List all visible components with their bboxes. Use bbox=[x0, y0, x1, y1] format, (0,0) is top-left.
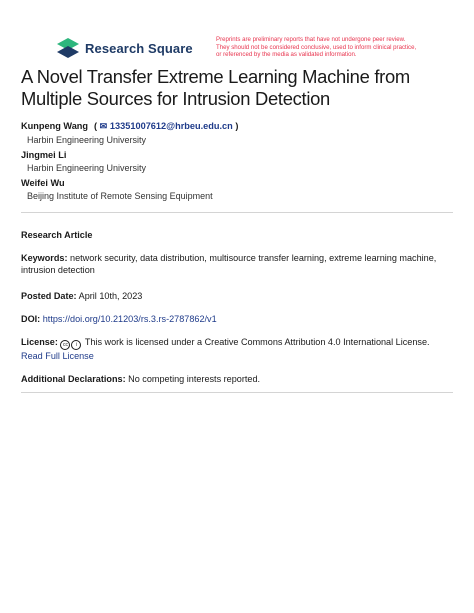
author-entry bbox=[21, 178, 461, 201]
posted-date-label: Posted Date: bbox=[21, 291, 77, 301]
keywords-label: Keywords: bbox=[21, 253, 68, 263]
author-name[interactable]: Kunpeng Wang bbox=[21, 121, 89, 131]
author-name[interactable]: Weifei Wu bbox=[21, 178, 65, 188]
author-entry bbox=[21, 150, 461, 173]
posted-date-section bbox=[21, 290, 451, 302]
posted-date-value: April 10th, 2023 bbox=[78, 291, 143, 301]
author-affiliation: Harbin Engineering University bbox=[27, 163, 147, 173]
author-entry bbox=[21, 121, 461, 145]
paper-title: A Novel Transfer Extreme Learning Machine from Multiple Sources for Intrusion Detection bbox=[21, 66, 410, 109]
research-square-logo[interactable] bbox=[57, 38, 193, 58]
author-email[interactable]: 13351007612@hrbeu.edu.cn bbox=[109, 121, 233, 131]
disclaimer-line: They should not be considered conclusive, used to inform clinical practice, bbox=[216, 43, 417, 51]
doi-section bbox=[21, 313, 451, 325]
disclaimer-line: or referenced by the media as validated information. bbox=[216, 51, 357, 59]
divider bbox=[21, 212, 453, 213]
preprint-disclaimer bbox=[216, 36, 436, 59]
author-name[interactable]: Jingmei Li bbox=[21, 150, 67, 160]
license-label: License: bbox=[21, 337, 58, 347]
creative-commons-icon: cc bbox=[60, 340, 70, 350]
article-type-value: Research Article bbox=[21, 230, 93, 240]
keywords-section bbox=[21, 252, 451, 276]
research-square-logo-icon bbox=[57, 38, 79, 58]
doi-link[interactable]: https://doi.org/10.21203/rs.3.rs-2787862/v1 bbox=[42, 314, 217, 324]
envelope-icon: ✉ bbox=[99, 121, 108, 131]
disclaimer-line: Preprints are preliminary reports that have not undergone peer review. bbox=[216, 36, 406, 43]
article-type bbox=[21, 229, 451, 241]
declarations-label: Additional Declarations: bbox=[21, 374, 126, 384]
keywords-value: network security, data distribution, multisource transfer learning, extreme learning machine, intrusion detection bbox=[21, 253, 437, 275]
license-text: This work is licensed under a Creative Commons Attribution 4.0 International License. bbox=[84, 337, 430, 347]
author-list bbox=[21, 121, 461, 206]
divider bbox=[21, 392, 453, 393]
declarations-section bbox=[21, 373, 451, 385]
doi-label: DOI: bbox=[21, 314, 41, 324]
license-section bbox=[21, 336, 451, 362]
author-affiliation: Beijing Institute of Remote Sensing Equipment bbox=[27, 191, 213, 201]
logo-wordmark: Research Square bbox=[85, 40, 193, 56]
author-email-link[interactable]: ( ✉ 13351007612@hrbeu.edu.cn ) bbox=[94, 121, 239, 131]
read-full-license-link[interactable]: Read Full License bbox=[21, 351, 94, 361]
declarations-value: No competing interests reported. bbox=[128, 374, 261, 384]
attribution-icon: i bbox=[71, 340, 81, 350]
author-affiliation: Harbin Engineering University bbox=[27, 135, 147, 145]
